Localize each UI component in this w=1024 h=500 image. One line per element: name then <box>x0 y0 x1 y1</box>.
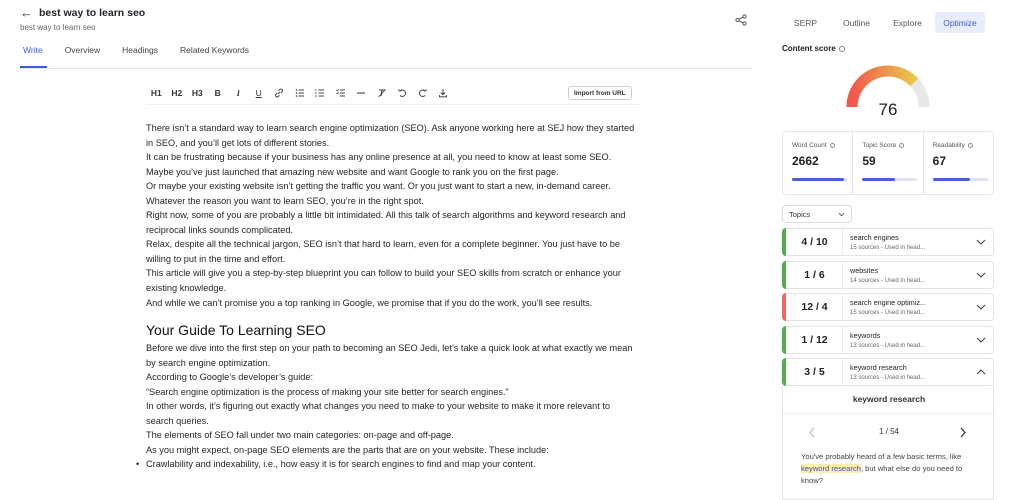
numbered-list-icon[interactable] <box>310 86 331 100</box>
topic-accent <box>782 293 786 321</box>
tabs-divider <box>20 68 753 69</box>
topic-accent <box>782 228 786 256</box>
topic-sources: 15 sources - Used in head... <box>850 310 926 316</box>
tab-outline[interactable]: Outline <box>843 17 870 28</box>
content-paragraph: As you might expect, on-page SEO elements are the parts that are on your website. These include: <box>146 444 549 455</box>
chevron-down-icon[interactable] <box>976 271 986 279</box>
snippet-text: , but what else do you need to know? <box>801 464 963 485</box>
content-paragraph: Or maybe your existing website isn’t getting the traffic you want. Or you just want to start a new, in-demand career. <box>146 181 611 192</box>
undo-icon[interactable] <box>392 86 413 100</box>
topic-item[interactable] <box>782 293 994 321</box>
stat-progress-fill <box>792 178 844 181</box>
content-heading: Your Guide To Learning SEO <box>146 322 326 339</box>
content-paragraph: Right now, some of you are probably a little bit intimidated. All this talk of search algorithms and keyword research and reciprocal links sounds complicated. <box>146 210 626 235</box>
content-bullet: • Crawlability and indexability, i.e., how easy it is for search engines to find and map your content. <box>146 457 636 472</box>
heading-1-button[interactable]: H1 <box>150 88 162 98</box>
stat-progress-bar <box>792 178 847 181</box>
stat-readability <box>924 132 993 194</box>
topic-item[interactable] <box>782 261 994 289</box>
stat-label: Word Count <box>792 142 827 149</box>
topic-count: 3 / 5 <box>787 359 843 385</box>
chevron-down-icon[interactable] <box>976 336 986 344</box>
content-paragraph: This article will give you a step-by-step blueprint you can follow to build your SEO skills from scratch or enhance your existing knowledge. <box>146 268 621 294</box>
content-paragraph: “Search engine optimization is the process of making your site better for search engines.” <box>146 386 509 397</box>
topics-dropdown-label: Topics <box>789 209 811 219</box>
stat-word-count <box>783 132 853 194</box>
content-score-label-text: Content score <box>782 44 836 53</box>
snippet-highlight: keyword research <box>801 464 861 473</box>
topic-sources: 15 sources - Used in head... <box>850 245 926 251</box>
content-score-label <box>782 44 845 53</box>
back-arrow-icon[interactable]: ← <box>20 5 33 20</box>
stat-value: 59 <box>862 154 876 168</box>
topic-accent <box>782 261 786 289</box>
stat-progress-bar <box>862 178 917 181</box>
svg-text:3: 3 <box>315 94 317 98</box>
content-paragraph: In other words, it’s figuring out exactly what changes you need to make to your website to make it more relevant to search queries. <box>146 401 611 426</box>
topic-name: search engine optimiz... <box>850 298 926 307</box>
checklist-icon[interactable] <box>331 86 352 100</box>
redo-icon[interactable] <box>413 86 434 100</box>
content-paragraph: Relax, despite all the technical jargon, SEO isn’t that hard to learn, even for a complete beginner. You just have to be willing to put in the time and effort. <box>146 239 620 264</box>
stat-progress-fill <box>862 178 894 181</box>
stat-progress-fill <box>933 178 970 181</box>
share-icon[interactable] <box>735 14 747 26</box>
title-row <box>20 6 145 20</box>
page-subtitle: best way to learn seo <box>20 23 96 32</box>
topic-sources: 13 sources - Used in head... <box>850 343 926 349</box>
chevron-down-icon[interactable] <box>976 238 986 246</box>
sidebar-tabs <box>780 12 985 33</box>
divider <box>783 413 995 414</box>
topic-count: 12 / 4 <box>787 294 843 320</box>
page-title: best way to learn seo <box>39 7 146 19</box>
topic-name: search engines <box>850 233 899 242</box>
content-paragraph: There isn’t a standard way to learn search engine optimization (SEO). Ask anyone working here at SEJ how they started in SEO, and you’ll get lots of different stories. <box>146 123 635 148</box>
snippet-pager <box>783 426 995 440</box>
toolbar-divider <box>146 104 640 105</box>
bullet-list-icon[interactable] <box>290 86 311 100</box>
topic-snippet <box>801 451 981 487</box>
stat-label: Readability <box>932 142 965 149</box>
chevron-right-icon[interactable] <box>959 427 967 438</box>
topic-detail-panel <box>782 386 994 500</box>
clear-format-icon[interactable] <box>372 86 393 100</box>
tab-write[interactable]: Write <box>23 45 43 55</box>
topic-accent <box>782 326 786 354</box>
underline-button[interactable]: U <box>255 88 262 98</box>
content-paragraph: Before we dive into the first step on your path to becoming an SEO Jedi, let’s take a quick look at what exactly we mean by search engine optimization. <box>146 343 633 368</box>
download-icon[interactable] <box>433 86 454 100</box>
topic-count: 1 / 6 <box>787 262 843 288</box>
topic-detail-title: keyword research <box>852 394 926 404</box>
italic-button[interactable]: I <box>236 88 240 98</box>
topic-item[interactable] <box>782 326 994 354</box>
info-icon[interactable] <box>839 46 845 52</box>
snippet-text: You've probably heard of a few basic terms, like <box>801 452 962 461</box>
info-icon[interactable] <box>830 143 835 148</box>
topic-accent <box>782 358 786 386</box>
tab-overview[interactable]: Overview <box>64 45 101 55</box>
topic-name: websites <box>850 266 878 275</box>
link-icon[interactable] <box>269 86 290 100</box>
svg-text:1: 1 <box>315 88 317 92</box>
topics-dropdown[interactable] <box>782 205 852 223</box>
content-paragraph: And while we can’t promise you a top ranking in Google, we promise that if you do the work, you’ll see results. <box>146 297 593 308</box>
svg-text:2: 2 <box>315 91 317 95</box>
content-paragraph: The elements of SEO fall under two main categories: on-page and off-page. <box>146 430 454 441</box>
content-paragraph: It can be frustrating because if your business has any online presence at all, you need to know at least some SEO. <box>146 152 612 163</box>
tab-explore[interactable]: Explore <box>893 17 922 28</box>
tab-headings[interactable]: Headings <box>122 45 159 55</box>
stat-value: 2662 <box>792 154 819 168</box>
topic-sources: 14 sources - Used in head... <box>850 278 926 284</box>
stat-label: Topic Score <box>862 142 897 149</box>
content-bullet-list <box>146 457 636 472</box>
topic-item[interactable] <box>782 228 994 256</box>
chevron-up-icon[interactable] <box>976 368 986 376</box>
content-paragraph: Whatever the reason you want to learn SEO, you’re in the right spot. <box>146 195 424 206</box>
tab-optimize[interactable]: Optimize <box>935 12 985 33</box>
topic-count: 4 / 10 <box>787 229 843 255</box>
optimize-sidebar <box>772 0 1024 500</box>
bold-button[interactable]: B <box>214 88 221 98</box>
import-from-url-button[interactable]: Import from URL <box>568 86 632 100</box>
stat-topic-score <box>853 132 923 194</box>
horizontal-rule-icon[interactable] <box>351 86 372 100</box>
topic-sources: 13 sources - Used in head... <box>850 375 926 381</box>
pager-count: 1 / 54 <box>878 427 899 436</box>
topic-item-expanded[interactable] <box>782 358 994 386</box>
content-paragraph: According to Google’s developer’s guide: <box>146 372 314 383</box>
topic-name: keyword research <box>850 363 907 372</box>
editor-tabs <box>20 45 260 66</box>
content-paragraph: Maybe you’ve just launched that amazing new website and want Google to rank you on the first page. <box>146 166 559 177</box>
topic-count: 1 / 12 <box>787 327 843 353</box>
heading-3-button[interactable]: H3 <box>191 88 203 98</box>
stat-value: 67 <box>932 154 947 168</box>
topic-name: keywords <box>850 331 881 340</box>
tab-related-keywords[interactable]: Related Keywords <box>180 45 250 55</box>
heading-2-button[interactable]: H2 <box>171 88 183 98</box>
info-icon[interactable] <box>899 143 904 148</box>
stats-panel <box>782 131 994 195</box>
content-score-value: 76 <box>878 100 898 119</box>
tab-serp[interactable]: SERP <box>793 17 818 28</box>
chevron-down-icon[interactable] <box>976 303 986 311</box>
format-toolbar <box>146 86 454 100</box>
stat-progress-bar <box>933 178 988 181</box>
chevron-down-icon <box>838 211 845 218</box>
editor-content[interactable] <box>146 121 636 472</box>
info-icon[interactable] <box>968 143 973 148</box>
